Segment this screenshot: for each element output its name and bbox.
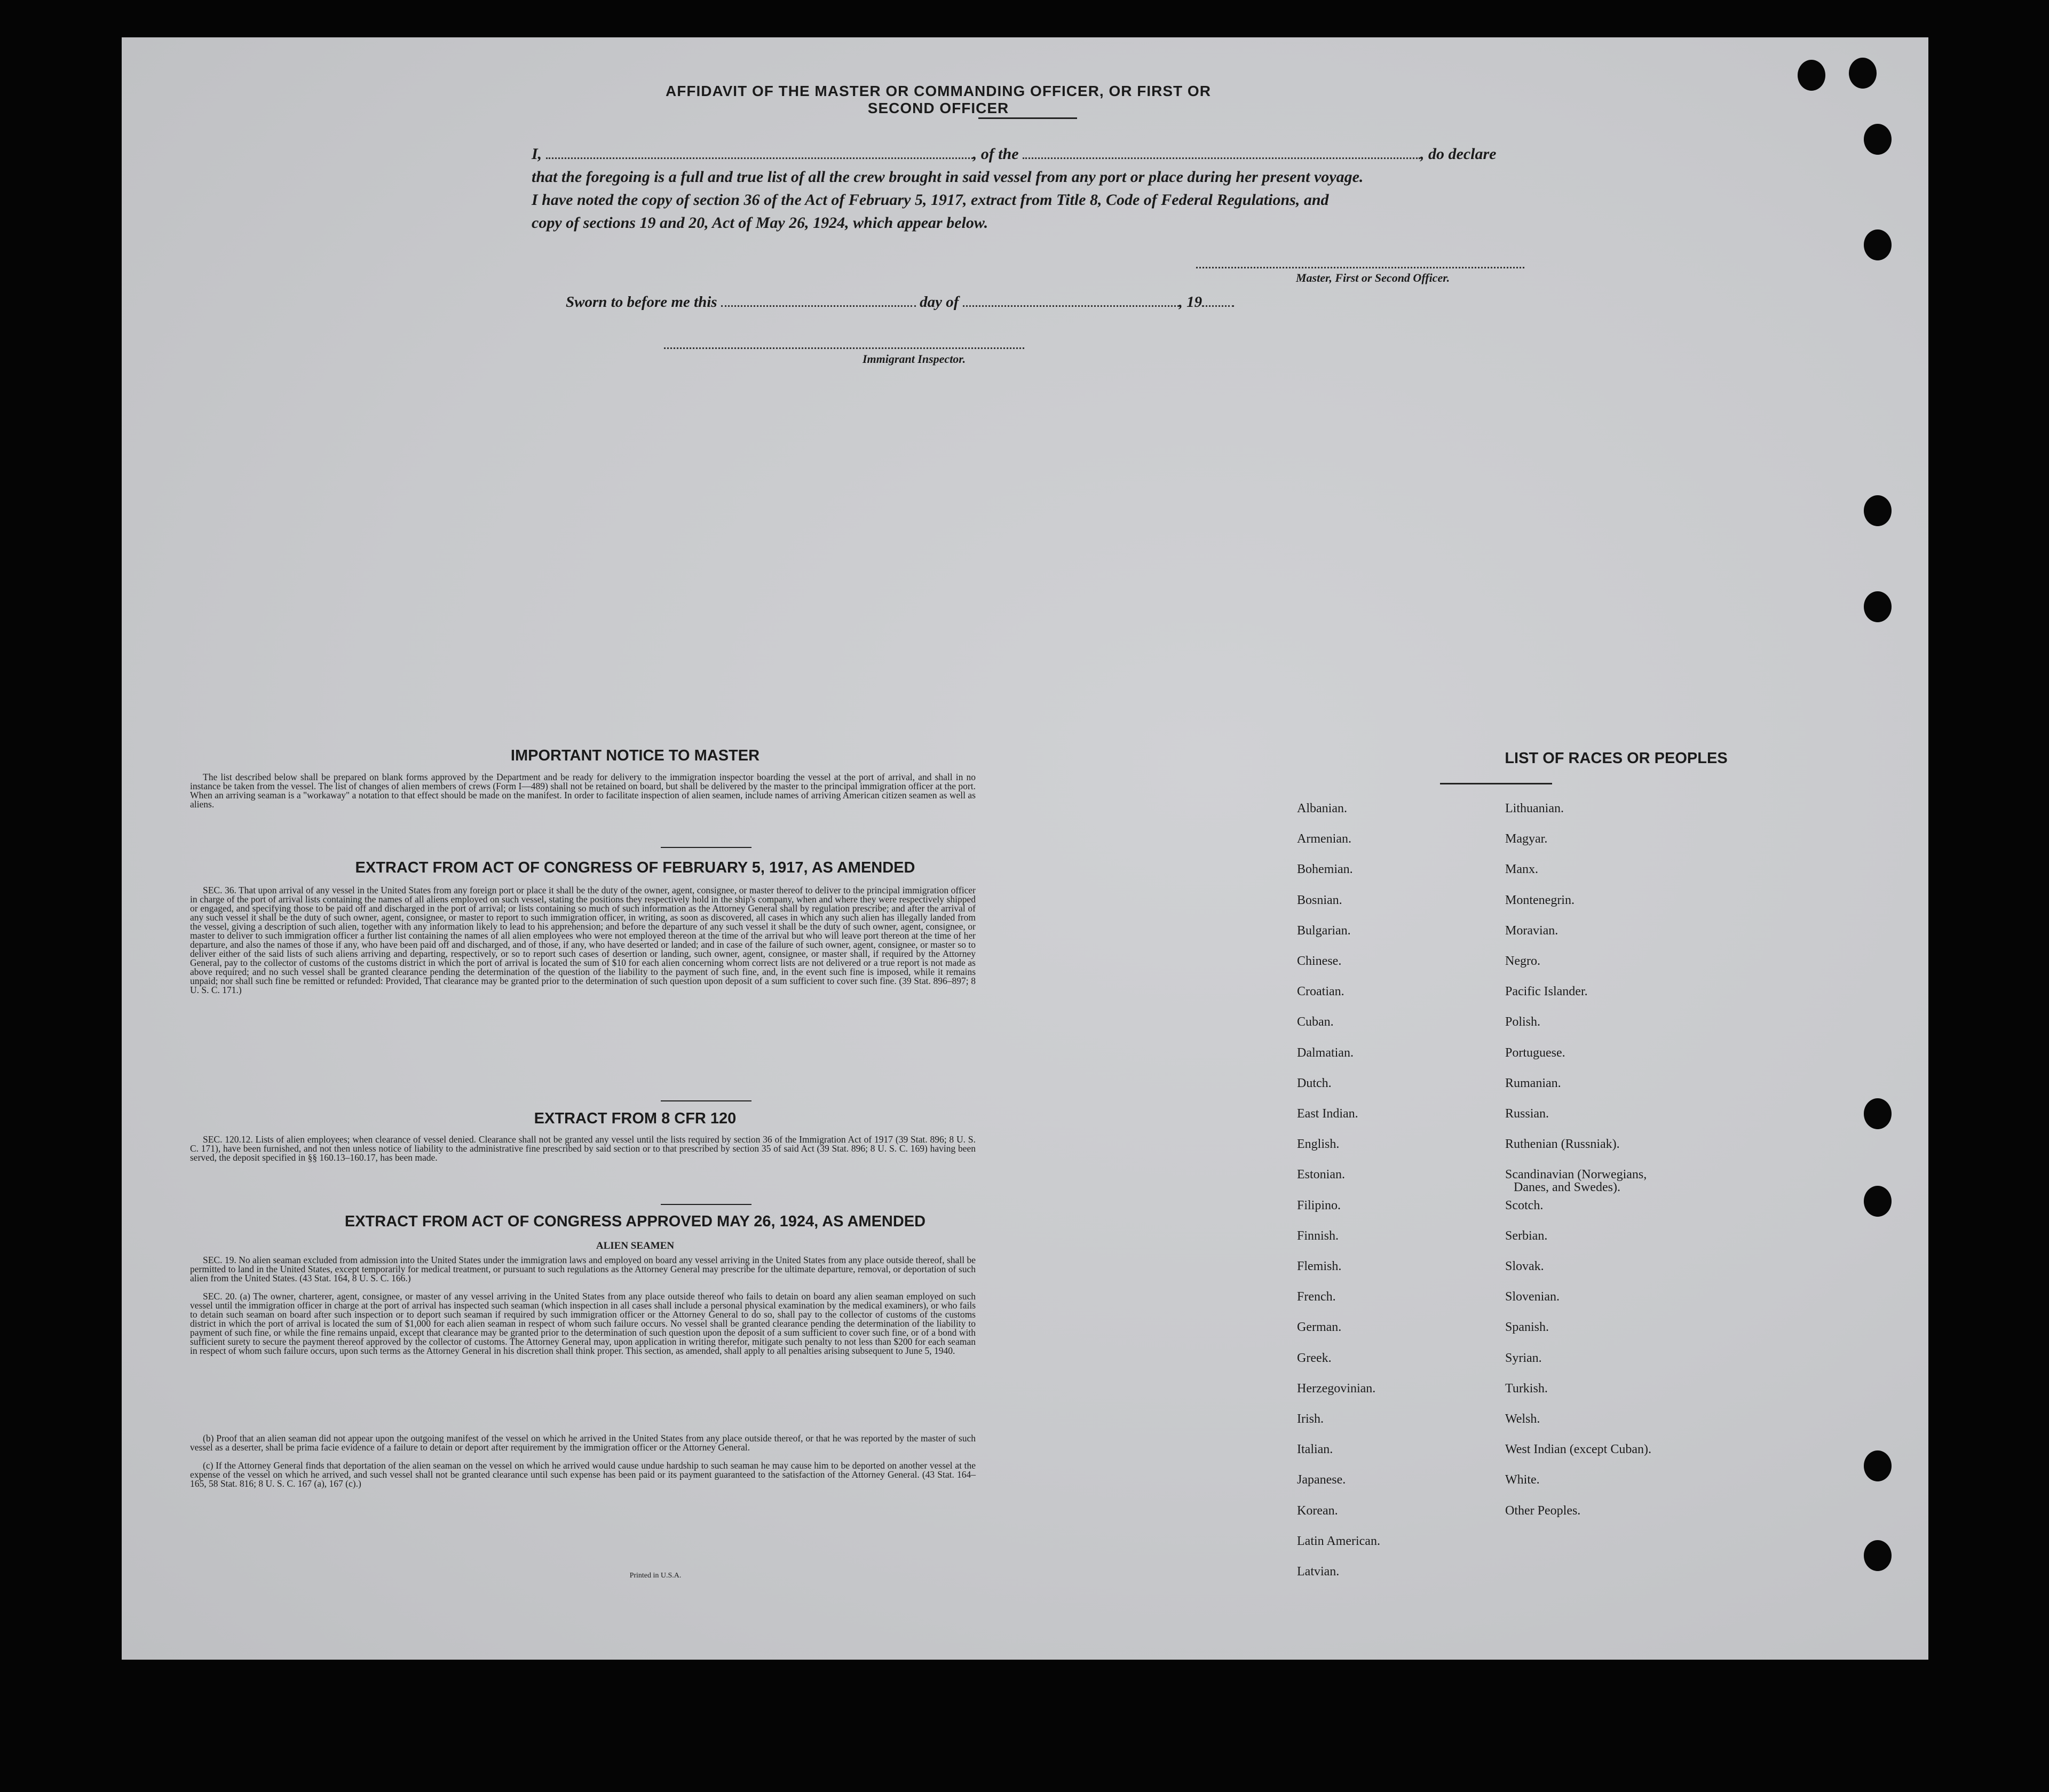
extract-1917-rule <box>661 1100 751 1101</box>
master-signature-line <box>1196 267 1524 268</box>
sworn-year-blank <box>1202 296 1234 307</box>
race-item: Moravian. <box>1505 923 1558 938</box>
inspector-caption: Immigrant Inspector. <box>863 352 966 366</box>
race-item: French. <box>1297 1290 1336 1304</box>
race-item: Serbian. <box>1505 1228 1548 1243</box>
race-item: East Indian. <box>1297 1107 1358 1121</box>
day-of-label: day of <box>920 294 959 311</box>
race-item: Portuguese. <box>1505 1045 1565 1060</box>
race-item: Albanian. <box>1297 802 1347 815</box>
race-item: Russian. <box>1505 1107 1549 1121</box>
punch-hole <box>1864 1186 1892 1217</box>
punch-hole <box>1864 1450 1892 1481</box>
punch-hole <box>1864 229 1892 260</box>
sec-19-text: SEC. 19. No alien seaman excluded from admission into the United States under the immigration laws and employed on board any vessel arriving in the United States from any place outside thereof, shall be permitted to land in the United States, except temporarily for medical treatment, or pursuant to such regulations as the Attorney General may prescribe for the ultimate departure, removal, or deportation of such alien from the United States. (43 Stat. 164, 8 U. S. C. 166.) <box>190 1255 976 1283</box>
race-item: Latin American. <box>1297 1534 1380 1548</box>
race-item: Bohemian. <box>1297 862 1353 877</box>
of-the-label: , of the <box>972 145 1019 163</box>
race-item: Negro. <box>1505 954 1540 968</box>
declaration-line-2: that the foregoing is a full and true list of all the crew brought in said vessel from any port or place during her present voyage. <box>532 168 1364 186</box>
punch-hole <box>1864 1098 1892 1129</box>
extract-1924-title: EXTRACT FROM ACT OF CONGRESS APPROVED MAY 26, 1924, AS AMENDED <box>344 1213 926 1230</box>
punch-hole <box>1864 591 1892 622</box>
race-item: Spanish. <box>1505 1320 1549 1335</box>
declaration-line-1 <box>532 145 1496 163</box>
race-item: Lithuanian. <box>1505 802 1564 815</box>
vessel-blank <box>1023 148 1420 159</box>
race-item: Italian. <box>1297 1442 1333 1457</box>
title-rule <box>978 117 1077 119</box>
race-item: Slovenian. <box>1505 1290 1560 1304</box>
race-item: Polish. <box>1505 1015 1541 1029</box>
master-caption: Master, First or Second Officer. <box>1296 271 1450 284</box>
race-item: Finnish. <box>1297 1228 1339 1243</box>
race-item: Greek. <box>1297 1351 1332 1365</box>
race-item: Manx. <box>1505 862 1538 877</box>
punch-hole <box>1849 58 1877 89</box>
extract-1917-title: EXTRACT FROM ACT OF CONGRESS OF FEBRUARY 5, 1917, AS AMENDED <box>355 859 915 876</box>
race-item: Korean. <box>1297 1503 1338 1518</box>
race-item: Herzegovinian. <box>1297 1381 1376 1395</box>
race-item: Irish. <box>1297 1412 1324 1426</box>
race-item: White. <box>1505 1473 1540 1487</box>
race-item: Japanese. <box>1297 1473 1346 1487</box>
extract-cfr-text: SEC. 120.12. Lists of alien employees; when clearance of vessel denied. Clearance shall not be granted any vessel until the lists required by section 36 of the Immigration Act of 1917 (39 Stat. 896; 8 U. S. C. 171), have been furnished, and not then unless notice of liability to the administrative fine prescribed by said section or to that prescribed by section 35 of said Act (39 Stat. 896; 8 U. S. C. 169) having been served, the deposit specified in §§ 160.13–160.17, has been made. <box>190 1134 976 1163</box>
punch-hole <box>1798 60 1825 91</box>
name-blank <box>546 148 973 159</box>
race-item: Chinese. <box>1297 954 1342 968</box>
declaration-line-3: I have noted the copy of section 36 of the Act of February 5, 1917, extract from Title 8, Code of Federal Regulations, and <box>532 191 1329 209</box>
sworn-line <box>566 294 1234 311</box>
race-item: Bulgarian. <box>1297 923 1351 938</box>
race-item: Magyar. <box>1505 832 1548 846</box>
extract-cfr-rule <box>661 1204 751 1205</box>
race-item: Latvian. <box>1297 1565 1340 1579</box>
race-item: Other Peoples. <box>1505 1503 1581 1518</box>
race-item: Montenegrin. <box>1505 893 1575 907</box>
race-item: Scotch. <box>1505 1198 1544 1212</box>
alien-seamen-subtitle: ALIEN SEAMEN <box>596 1240 675 1251</box>
inspector-signature-line <box>664 347 1024 349</box>
extract-1917-text: SEC. 36. That upon arrival of any vessel in the United States from any foreign port or place it shall be the duty of the owner, agent, consignee, or master thereof to deliver to the principal immigration officer in charge of the port of arrival lists containing the names of all aliens employed on such vessel, stating the positions they respectively hold in the ship's company, when and where they were respectively shipped or engaged, and specifying those to be paid off and discharged in the port of arrival; or lists containing so much of such information as the Attorney General shall by regulation prescribe; and after the arrival of any such vessel it shall be the duty of such owner, agent, consignee, or master to report to such immigration officer, in writing, as soon as discovered, all cases in which any such alien has illegally landed from the vessel, giving a description of such alien, together with any information likely to lead to his apprehension; and before the departure of any such vessel it shall be the duty of such owner, agent, consignee, or master to deliver to such immigration officer a further list containing the names of all alien employees who were not employed thereon at the time of the arrival but who will leave port thereon at the time of her departure, and also the names of those if any, who have been paid off and discharged, and of those, if any, who have deserted or landed; and in case of the failure of such owner, agent, consignee, or master so to deliver either of the said lists of such aliens arriving and departing, respectively, or so to report such cases of desertion or landing, such owner, agent, consignee, or master shall, if required by the Attorney General, pay to the collector of customs of the customs district in which the port of arrival is located the sum of $10 for each alien concerning whom correct lists are not delivered or a true report is not made as above required; and no such vessel shall be granted clearance pending the determination of the question of the liability to the payment of such fine, and, in the event such fine is imposed, while it remains unpaid; nor shall such fine be remitted or refunded: Provided, That clearance may be granted prior to the determination of such question upon deposit of a sum sufficient to cover such fine. (39 Stat. 896–897; 8 U. S. C. 171.) <box>190 885 976 995</box>
i-label: I, <box>532 145 542 163</box>
sworn-label: Sworn to before me this <box>566 294 717 311</box>
race-item: Danes, and Swedes). <box>1514 1180 1620 1195</box>
document-page <box>122 37 1928 1660</box>
race-item: Rumanian. <box>1505 1076 1561 1090</box>
sworn-month-blank <box>963 296 1179 307</box>
race-item: Pacific Islander. <box>1505 985 1588 999</box>
race-item: West Indian (except Cuban). <box>1505 1442 1651 1457</box>
declare-label: , do declare <box>1420 145 1497 163</box>
punch-hole <box>1864 495 1892 526</box>
race-item: Armenian. <box>1297 832 1351 846</box>
year-label: , 19 <box>1178 294 1202 311</box>
race-item: Scandinavian (Norwegians, <box>1505 1168 1647 1182</box>
sworn-day-blank <box>721 296 916 307</box>
notice-title: IMPORTANT NOTICE TO MASTER <box>510 747 760 764</box>
race-item: Slovak. <box>1505 1259 1544 1273</box>
race-item: Filipino. <box>1297 1198 1341 1212</box>
race-item: Estonian. <box>1297 1168 1345 1182</box>
race-item: Ruthenian (Russniak). <box>1505 1137 1620 1152</box>
punch-hole <box>1864 124 1892 155</box>
races-rule <box>1440 783 1552 784</box>
declaration-line-4: copy of sections 19 and 20, Act of May 26, 1924, which appear below. <box>532 214 988 232</box>
race-item: Croatian. <box>1297 985 1344 999</box>
extract-cfr-title: EXTRACT FROM 8 CFR 120 <box>534 1110 737 1127</box>
race-item: Dutch. <box>1297 1076 1332 1090</box>
race-item: Syrian. <box>1505 1351 1542 1365</box>
race-item: Cuban. <box>1297 1015 1334 1029</box>
race-item: Dalmatian. <box>1297 1045 1354 1060</box>
notice-rule <box>661 847 751 848</box>
race-item: Bosnian. <box>1297 893 1342 907</box>
race-item: German. <box>1297 1320 1342 1335</box>
notice-text: The list described below shall be prepared on blank forms approved by the Department and be ready for delivery to the immigration inspector boarding the vessel at the port of arrival, and shall in no instance be taken from the vessel. The list of changes of alien members of crews (Form I—489) shall not be retained on board, but shall be delivered by the master to the principal immigration officer at the port. When an arriving seaman is a "workaway" a notation to that effect should be made on the manifest. In order to facilitate inspection of alien seamen, include names of arriving American citizen seamen as well as aliens. <box>190 772 976 810</box>
race-item: English. <box>1297 1137 1340 1152</box>
race-item: Turkish. <box>1505 1381 1548 1395</box>
race-item: Welsh. <box>1505 1412 1540 1426</box>
printed-in-usa: Printed in U.S.A. <box>629 1572 682 1580</box>
sec-20a-text: SEC. 20. (a) The owner, charterer, agent, consignee, or master of any vessel arriving in the United States from any place outside thereof who fails to detain on board any alien seaman employed on such vessel until the immigration officer in charge at the port of arrival has inspected such seaman (which inspection in all cases shall include a personal physical examination by the medical examiners), or who fails to detain such seaman on board after such inspection or to deport such seaman if required by such immigration officer or the Attorney General to do so, shall pay to the collector of customs of the customs district in which the port of arrival is located the sum of $1,000 for each alien seaman in respect of whom such failure occurs. No vessel shall be granted clearance pending the determination of the liability to payment of such fine, or while the fine remains unpaid, except that clearance may be granted prior to the determination of such question upon the deposit of a sum sufficient to cover such fine, or of a bond with sufficient surety to secure the payment thereof approved by the collector of customs. The Attorney General may, upon application in writing therefor, mitigate such penalty to not less than $200 for each seaman in respect of whom such failure occurs, upon such terms as the Attorney General in his discretion shall think proper. This section, as amended, shall apply to all penalties arising subsequent to June 5, 1940. <box>190 1291 976 1356</box>
affidavit-title: AFFIDAVIT OF THE MASTER OR COMMANDING OFFICER, OR FIRST OR SECOND OFFICER <box>666 83 1211 116</box>
sec-20c-text: (c) If the Attorney General finds that deportation of the alien seaman on the vessel on which he arrived would cause undue hardship to such seaman he may cause him to be deported on another vessel at the expense of the vessel on which he arrived, and such vessel shall not be granted clearance until such expense has been paid or its payment guaranteed to the satisfaction of the Attorney General. (43 Stat. 164–165, 58 Stat. 816; 8 U. S. C. 167 (a), 167 (c).) <box>190 1460 976 1489</box>
races-title: LIST OF RACES OR PEOPLES <box>1505 750 1728 767</box>
sec-20b-text: (b) Proof that an alien seaman did not appear upon the outgoing manifest of the vessel on which he arrived in the United States from any place outside thereof, or that he was reported by the master of such vessel as a deserter, shall be prima facie evidence of a failure to detain or deport after requirement by the immigration officer or the Attorney General. <box>190 1433 976 1453</box>
punch-hole <box>1864 1540 1892 1571</box>
race-item: Flemish. <box>1297 1259 1342 1273</box>
